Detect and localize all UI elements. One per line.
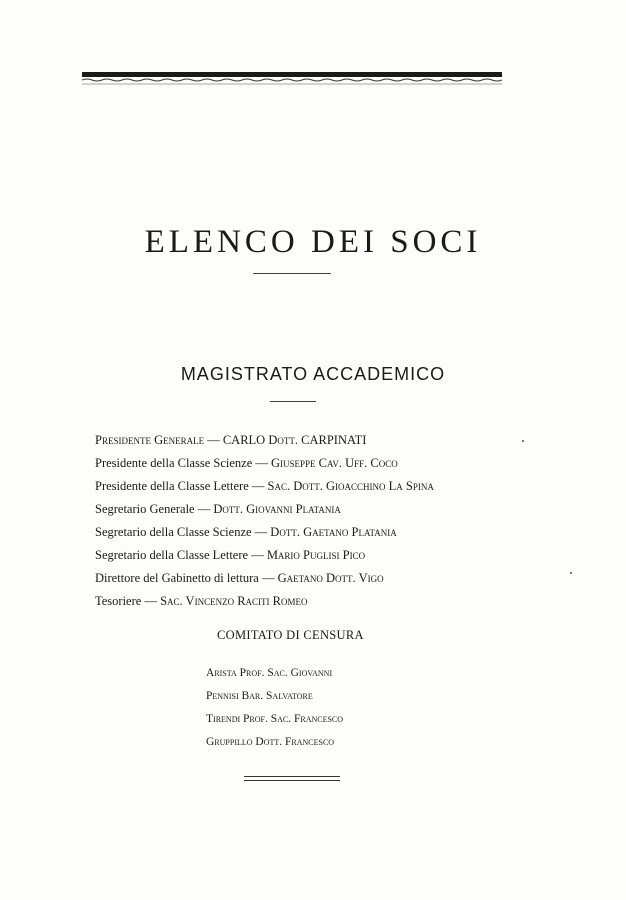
paper-speck — [522, 440, 524, 442]
top-ornamental-rule — [82, 72, 502, 88]
officer-role: Segretario della Classe Scienze — [95, 525, 252, 539]
list-item — [95, 547, 434, 570]
list-item: Arista Prof. Sac. Giovanni — [206, 667, 333, 679]
top-rule-wave — [82, 78, 502, 86]
officer-name: Sac. Vincenzo Raciti Romeo — [160, 594, 308, 608]
list-item — [95, 593, 434, 616]
page-title: ELENCO DEI SOCI — [144, 224, 482, 260]
officer-name: CARLO — [222, 433, 269, 447]
bottom-double-rule — [244, 776, 340, 782]
officer-name: Gaetano Dott. Vigo — [277, 571, 384, 585]
officer-name: Dott. Giovanni Platania — [213, 502, 341, 516]
officer-separator: — — [252, 456, 271, 470]
list-item — [95, 432, 434, 455]
officer-name: Mario Puglisi Pico — [266, 548, 366, 562]
officer-role: Segretario della Classe Lettere — [95, 548, 249, 562]
bottom-rule-line — [244, 776, 340, 777]
officer-role: Presidente della Classe Lettere — [95, 479, 249, 493]
officer-separator: — — [251, 525, 271, 539]
bottom-rule-line — [244, 780, 340, 781]
officer-separator: — — [194, 502, 214, 516]
officers-list — [95, 432, 434, 616]
officer-separator: — — [141, 594, 161, 608]
officer-role: Tesoriere — [95, 594, 142, 608]
officer-role: Presidente Generale — [95, 433, 205, 447]
officer-separator: — — [248, 548, 267, 562]
list-item: Pennisi Bar. Salvatore — [206, 690, 313, 702]
officer-surname: CARPINATI — [298, 433, 367, 447]
officer-role: Segretario Generale — [95, 502, 195, 516]
list-item: Tirendi Prof. Sac. Francesco — [206, 713, 344, 725]
officer-name: Giuseppe Cav. Uff. Coco — [271, 456, 398, 470]
top-rule-bar — [82, 72, 502, 77]
list-item — [95, 524, 434, 547]
officer-role: Presidente della Classe Scienze — [95, 456, 253, 470]
list-item: Gruppillo Dott. Francesco — [206, 736, 335, 748]
list-item — [95, 455, 434, 478]
committee-members-list — [206, 666, 343, 758]
officer-separator: — — [204, 433, 223, 447]
officer-separator: — — [248, 479, 268, 493]
committee-title: COMITATO DI CENSURA — [217, 628, 364, 642]
list-item — [95, 501, 434, 524]
officer-name: Dott. Gaetano Platania — [270, 525, 397, 539]
paper-speck — [570, 572, 572, 574]
officer-title: Dott. — [268, 433, 298, 447]
officer-separator: — — [258, 571, 278, 585]
section-title: MAGISTRATO ACCADEMICO — [180, 364, 446, 384]
officer-name: Sac. Dott. Gioacchino La Spina — [267, 479, 434, 493]
title-divider — [253, 273, 331, 274]
section-divider — [270, 401, 316, 402]
list-item — [95, 570, 434, 593]
officer-role: Direttore del Gabinetto di lettura — [95, 571, 259, 585]
list-item — [95, 478, 434, 501]
